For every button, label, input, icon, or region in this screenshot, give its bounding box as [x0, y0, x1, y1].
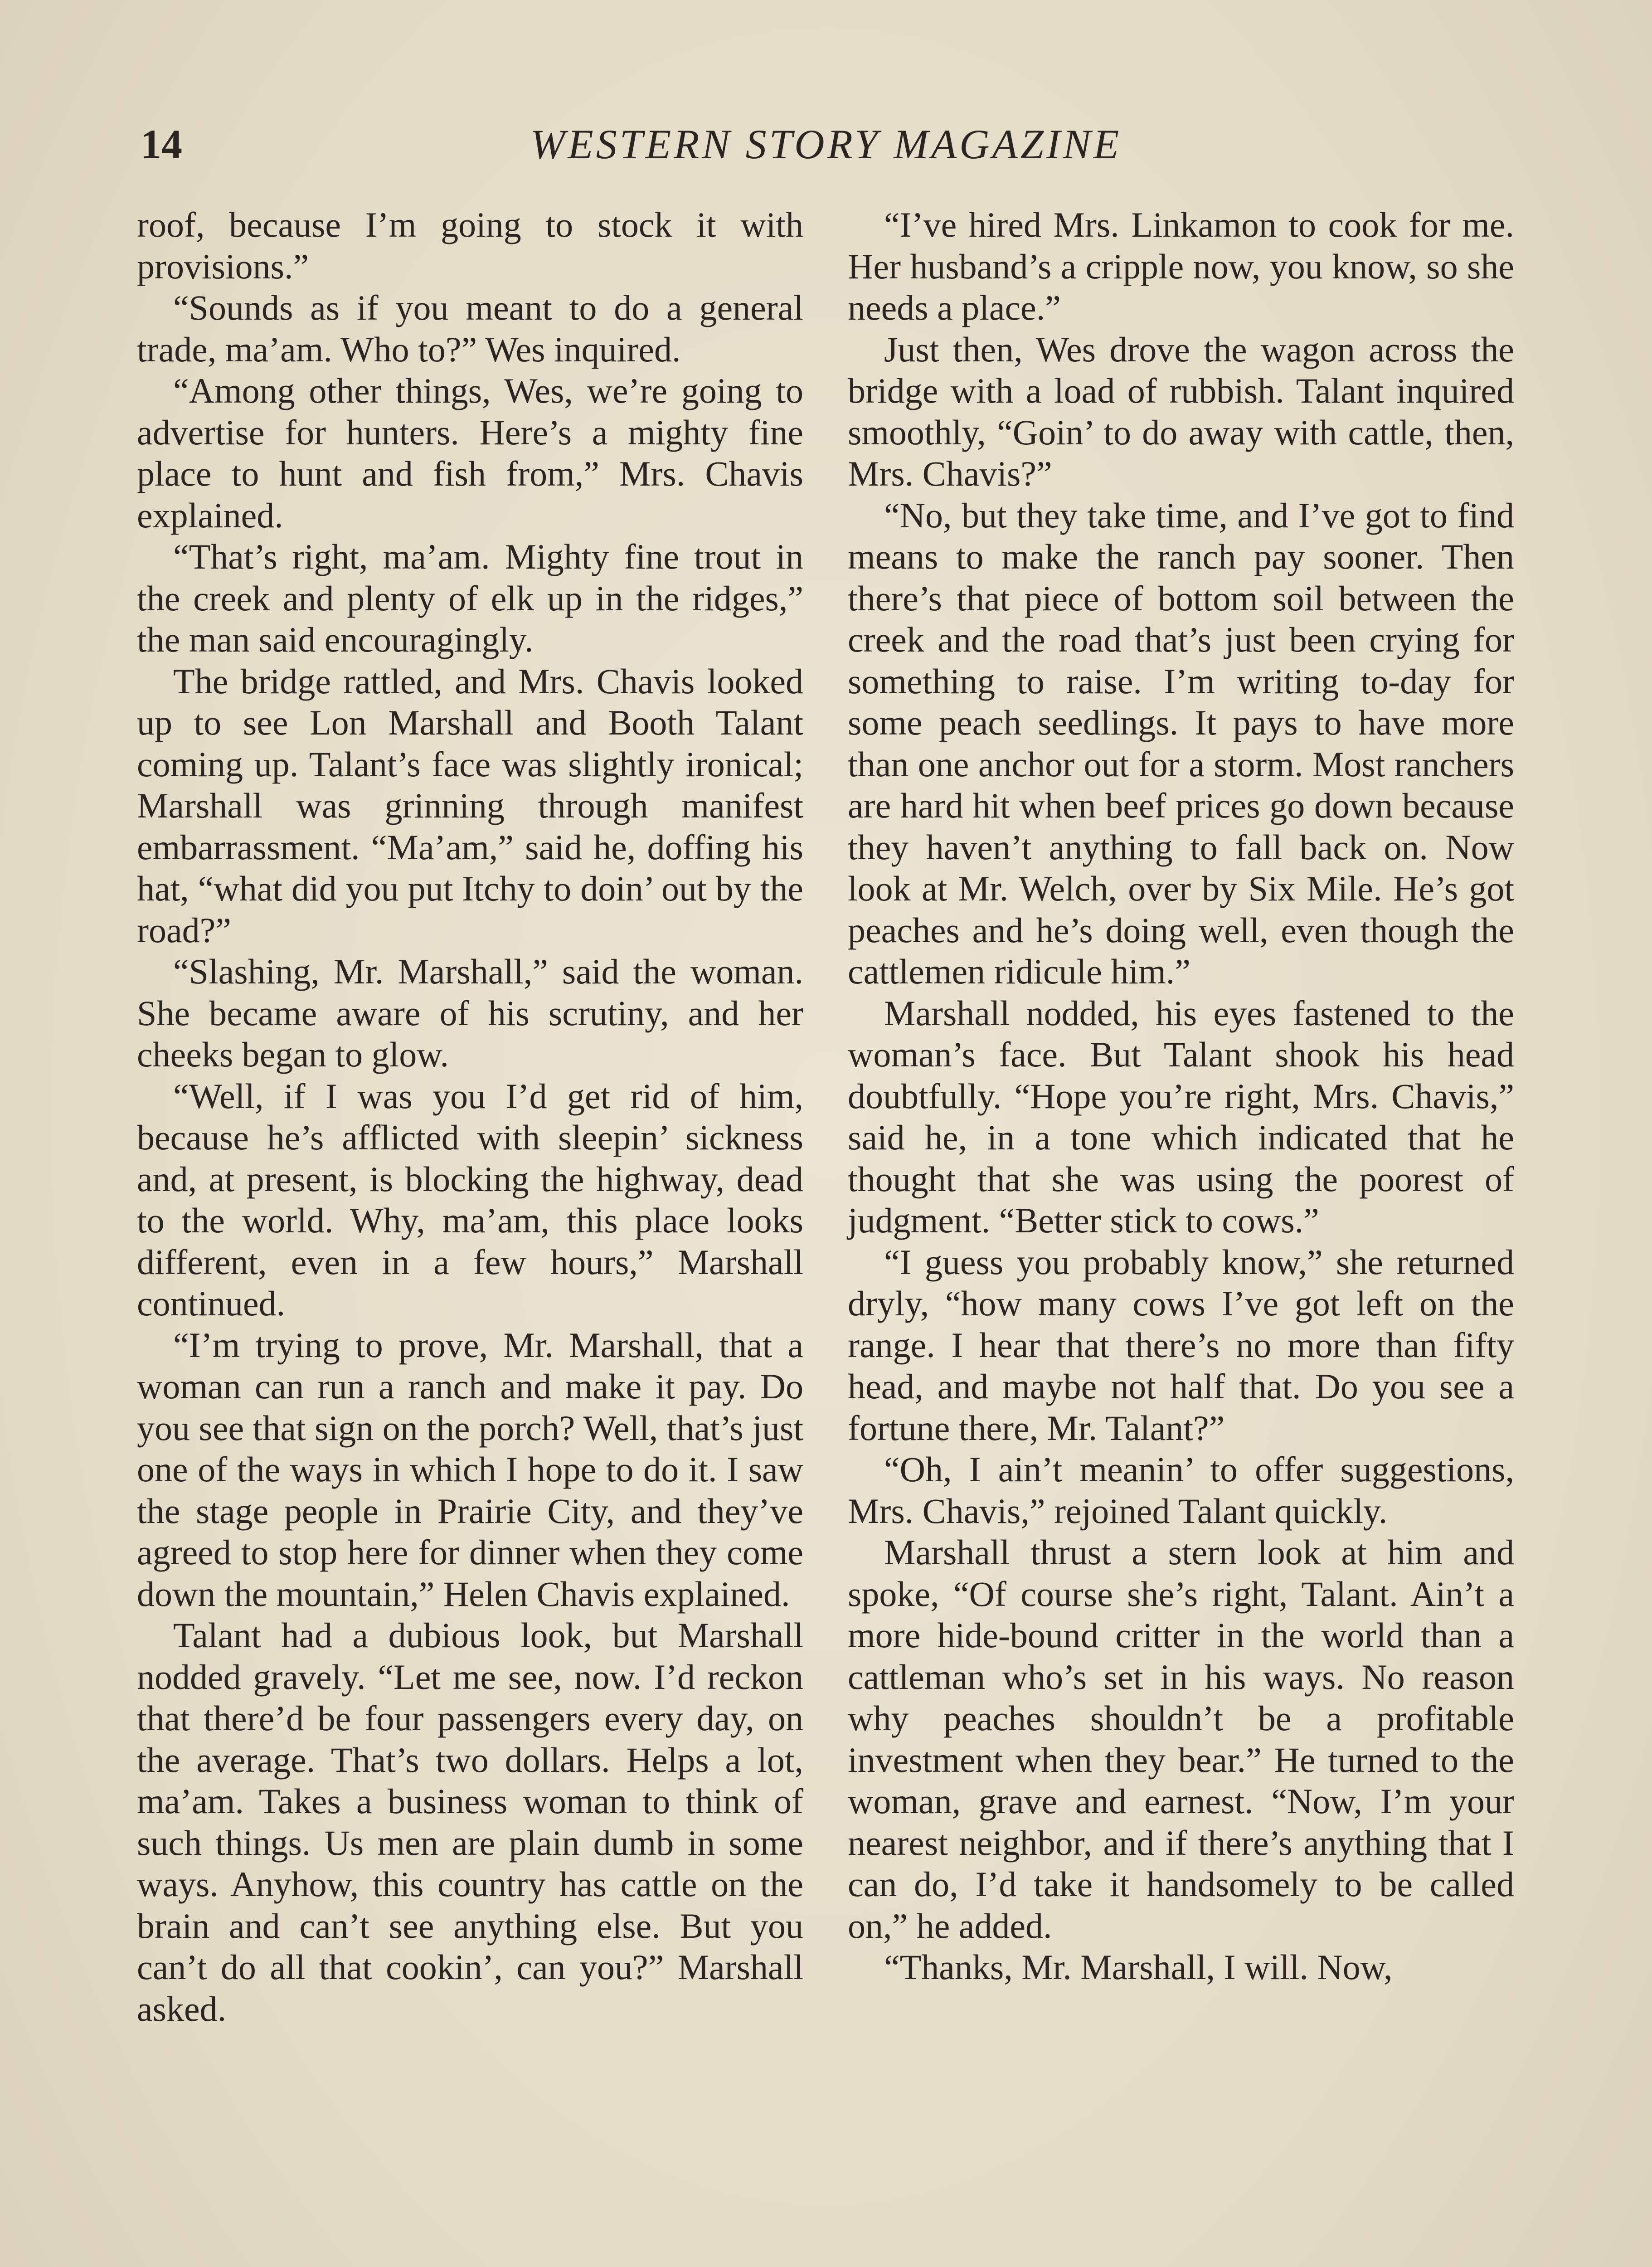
paragraph: “I guess you probably know,” she returned dryly, “how many cows I’ve got left on the range. I hear that there’s no more than fifty head, and maybe not half that. Do you see a fortune there, Mr. Talant?” [848, 1242, 1514, 1448]
right-column [848, 204, 1514, 1988]
paragraph: “I’m trying to prove, Mr. Marshall, that a woman can run a ranch and make it pay. Do you see that sign on the porch? Well, that’s just one of the ways in which I hope to do it. I saw the stage people in Prairie City, and they’ve agreed to stop here for dinner when they come down the mountain,” Helen Chavis explained. [137, 1325, 803, 1614]
paragraph: “Well, if I was you I’d get rid of him, because he’s afflicted with sleepin’ sickness and, at present, is blocking the highway, dead to the world. Why, ma’am, this place looks different, even in a few hours,” Marshall continued. [137, 1076, 803, 1323]
paragraph: Talant had a dubious look, but Marshall nodded gravely. “Let me see, now. I’d reckon that there’d be four passengers every day, on the average. That’s two dollars. Helps a lot, ma’am. Takes a business woman to think of such things. Us men are plain dumb in some ways. Anyhow, this country has cattle on the brain and can’t see anything else. But you can’t do all that cookin’, can you?” Marshall asked. [137, 1615, 803, 2029]
paragraph: “That’s right, ma’am. Mighty fine trout in the creek and plenty of elk up in the ridges,” the man said encouragingly. [137, 537, 803, 659]
left-column [137, 204, 803, 2029]
paragraph: roof, because I’m going to stock it with provisions.” [137, 205, 803, 286]
paragraph: Just then, Wes drove the wagon across the bridge with a load of rubbish. Talant inquired smoothly, “Goin’ to do away with cattle, then, Mrs. Chavis?” [848, 329, 1514, 493]
paragraph: “No, but they take time, and I’ve got to find means to make the ranch pay sooner. Then there’s that piece of bottom soil between the creek and the road that’s just been crying for something to raise. I’m writing to-day for some peach seedlings. It pays to have more than one anchor out for a storm. Most ranchers are hard hit when beef prices go down because they haven’t anything to fall back on. Now look at Mr. Welch, over by Six Mile. He’s got peaches and he’s doing well, even though the cattlemen ridicule him.” [848, 495, 1514, 991]
page-number: 14 [141, 121, 182, 167]
paragraph: Marshall thrust a stern look at him and spoke, “Of course she’s right, Talant. Ain’t a more hide-bound critter in the world than a cattleman who’s set in his ways. No reason why peaches shouldn’t be a profitable investment when they bear.” He turned to the woman, grave and earnest. “Now, I’m your nearest neighbor, and if there’s anything that I can do, I’d take it handsomely to be called on,” he added. [848, 1532, 1514, 1946]
running-title: WESTERN STORY MAGAZINE [530, 121, 1122, 167]
paragraph: “Among other things, Wes, we’re going to advertise for hunters. Here’s a mighty fine place to hunt and fish from,” Mrs. Chavis explained. [137, 371, 803, 535]
page-header [0, 112, 1652, 176]
paragraph: “Thanks, Mr. Marshall, I will. Now, [884, 1947, 1393, 1987]
paragraph: Marshall nodded, his eyes fastened to the woman’s face. But Talant shook his head doubtfully. “Hope you’re right, Mrs. Chavis,” said he, in a tone which indicated that he thought that she was using the poorest of judgment. “Better stick to cows.” [848, 993, 1514, 1240]
paragraph: “Sounds as if you meant to do a general trade, ma’am. Who to?” Wes inquired. [137, 288, 803, 369]
paragraph: “I’ve hired Mrs. Linkamon to cook for me. Her husband’s a cripple now, you know, so she needs a place.” [848, 205, 1514, 327]
paragraph: “Slashing, Mr. Marshall,” said the woman. She became aware of his scrutiny, and her cheeks began to glow. [137, 952, 803, 1074]
paragraph: “Oh, I ain’t meanin’ to offer suggestions, Mrs. Chavis,” rejoined Talant quickly. [848, 1450, 1514, 1531]
paragraph: The bridge rattled, and Mrs. Chavis looked up to see Lon Marshall and Booth Talant coming up. Talant’s face was slightly ironical; Marshall was grinning through manifest embarrassment. “Ma’am,” said he, doffing his hat, “what did you put Itchy to doin’ out by the road?” [137, 661, 803, 950]
